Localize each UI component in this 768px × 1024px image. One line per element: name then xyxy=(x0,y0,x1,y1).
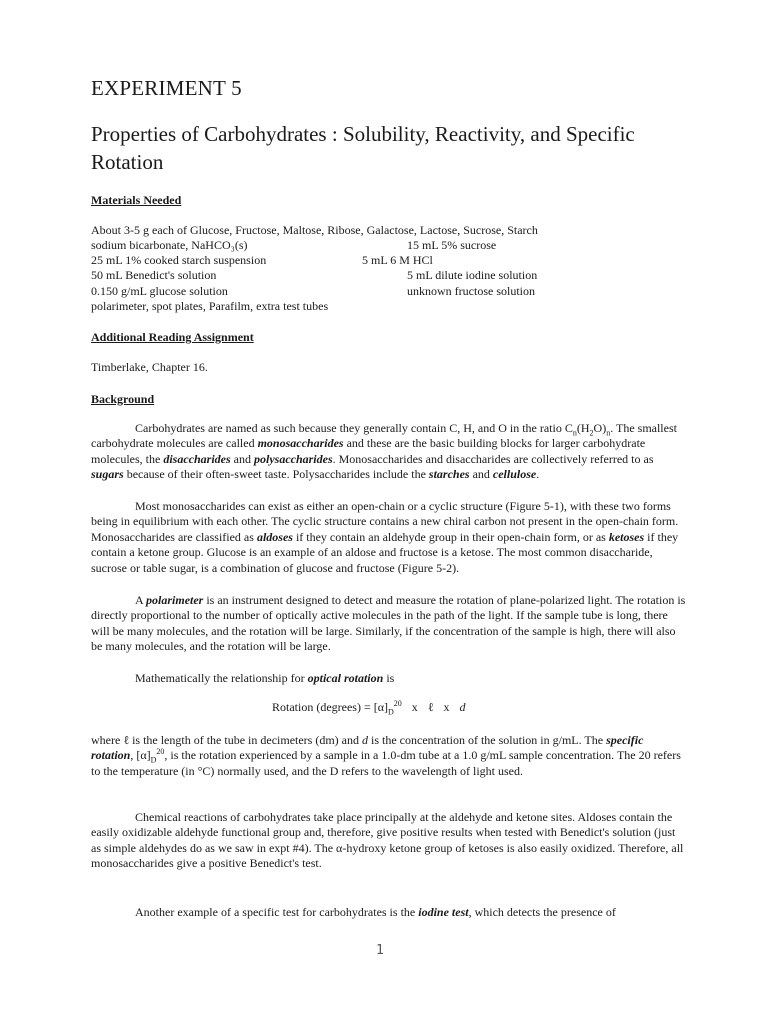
materials-left: 25 mL 1% cooked starch suspension xyxy=(91,253,267,267)
term-disaccharides: disaccharides xyxy=(163,451,231,466)
page-number: 1 xyxy=(376,943,384,958)
term-polarimeter: polarimeter xyxy=(146,593,204,607)
rotation-formula: Rotation (degrees) = $[\alpha]_D^{20}$ x ℓ x d xyxy=(272,699,466,717)
materials-right: 5 mL dilute iodine solution xyxy=(407,268,538,282)
experiment-subtitle: Properties of Carbohydrates : Solubility, Reactivity, and Specific Rotation xyxy=(91,122,635,174)
background-heading: Background xyxy=(91,392,155,406)
reading-text: Timberlake, Chapter 16. xyxy=(91,360,208,374)
background-paragraph-5: where ℓ is the length of the tube in decimeters (dm) and d is the concentration of the solution in g/mL. The specific rotation, $[\alpha]_D^{20}$, is the rotation experienced by a sample in a 1.0-dm tube at a 1.0 g/mL sample concentration. The 20 refers to the temperature (in °C) normally used, and the D refers to the wavelength of light used. xyxy=(91,733,681,778)
materials-left: sodium bicarbonate, NaHCO₃(s) xyxy=(91,238,248,252)
materials-right: unknown fructose solution xyxy=(407,284,535,298)
background-paragraph-1: Carbohydrates are named as such because they generally contain C, H, and O in the ratio $C_n(H_2O)_n$. The smallest carbohydrate molecules are called monosaccharides and these are the basic building blocks for larger carbohydrate molecules, the disaccharides and polysaccharides. Monosaccharides and disaccharides are collectively referred to as sugars because of their often-sweet taste. Polysaccharides include the starches and cellulose. xyxy=(91,421,677,482)
background-paragraph-4: Mathematically the relationship for optical rotation is xyxy=(135,671,395,685)
background-paragraph-7: Another example of a specific test for carbohydrates is the iodine test, which detects the presence of xyxy=(135,905,616,919)
term-sugars: sugars xyxy=(91,467,124,482)
reading-heading: Additional Reading Assignment xyxy=(91,330,254,344)
term-monosaccharides: monosaccharides xyxy=(257,436,344,451)
materials-right: 15 mL 5% sucrose xyxy=(407,238,497,252)
materials-line: polarimeter, spot plates, Parafilm, extra test tubes xyxy=(91,299,329,313)
materials-heading: Materials Needed xyxy=(91,193,182,207)
materials-line: About 3-5 g each of Glucose, Fructose, Maltose, Ribose, Galactose, Lactose, Sucrose, Starch xyxy=(91,223,538,237)
term-iodine-test: iodine test xyxy=(418,905,469,919)
term-ketoses: ketoses xyxy=(608,529,645,544)
materials-right: 5 mL 6 M HCl xyxy=(362,253,433,267)
term-optical-rotation: optical rotation xyxy=(307,671,384,685)
term-cellulose: cellulose xyxy=(492,467,537,482)
term-polysaccharides: polysaccharides xyxy=(253,451,333,466)
experiment-title: EXPERIMENT 5 xyxy=(91,76,242,100)
background-paragraph-3: A polarimeter is an instrument designed to detect and measure the rotation of plane-polarized light. The rotation is directly proportional to the number of optically active molecules in the path of the light. If the sample tube is long, there will be many molecules, and the rotation will be large. Similarly, if the concentration of the sample is high, there will also be many molecules, and the rotation will be large. xyxy=(91,593,686,654)
materials-left: 0.150 g/mL glucose solution xyxy=(91,284,228,298)
term-starches: starches xyxy=(428,467,470,482)
background-paragraph-6: Chemical reactions of carbohydrates take place principally at the aldehyde and ketone sites. Aldoses contain the easily oxidizable aldehyde functional group and, therefore, give positive results when tested with Benedict's solution (just as simple aldehydes do as we saw in expt #4). The α-hydroxy ketone group of ketoses is also easily oxidized. Therefore, all monosaccharides give a positive Benedict's test. xyxy=(91,810,684,871)
background-paragraph-2: Most monosaccharides can exist as either an open-chain or a cyclic structure (Figure 5-1), with these two forms being in equilibrium with each other. The cyclic structure contains a new chiral carbon not present in the open-chain form. Monosaccharides are classified as aldoses if they contain an aldehyde group in their open-chain form, or as ketoses if they contain a ketone group. Glucose is an example of an aldose and fructose is a ketose. The most common disaccharide, sucrose or table sugar, is a combination of glucose and fructose (Figure 5-2). xyxy=(91,499,679,575)
term-aldoses: aldoses xyxy=(256,529,293,544)
term-specific-rotation: specific rotation xyxy=(91,733,644,763)
materials-left: 50 mL Benedict's solution xyxy=(91,268,217,282)
